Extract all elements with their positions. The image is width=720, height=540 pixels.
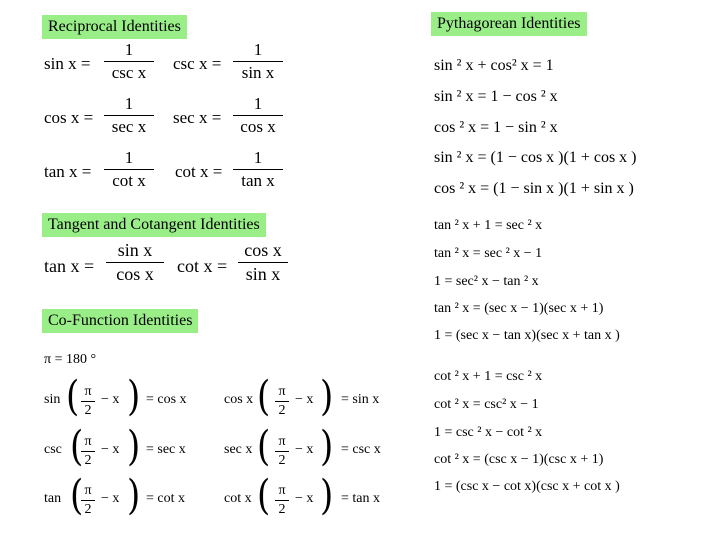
cofunction-identities-header: Co-Function Identities bbox=[42, 309, 198, 333]
tan-sec-identity: tan ² x + 1 = sec ² x bbox=[434, 218, 543, 233]
reciprocal-fraction: 1 sec x bbox=[104, 94, 154, 137]
reciprocal-identities-header: Reciprocal Identities bbox=[42, 15, 187, 39]
pythagorean-identity: sin ² x + cos² x = 1 bbox=[434, 57, 554, 74]
pythagorean-identity: cos ² x = 1 − sin ² x bbox=[434, 119, 558, 136]
reciprocal-fraction: 1 cot x bbox=[104, 148, 154, 191]
tan-sec-identity: tan ² x = (sec x − 1)(sec x + 1) bbox=[434, 301, 604, 316]
reciprocal-lhs: cos x = bbox=[44, 108, 94, 127]
reciprocal-fraction: 1 csc x bbox=[104, 40, 154, 83]
reciprocal-lhs: cot x = bbox=[175, 162, 223, 181]
pythagorean-identities-header: Pythagorean Identities bbox=[431, 12, 587, 36]
cot-csc-identity: cot ² x = csc² x − 1 bbox=[434, 397, 539, 412]
reciprocal-fraction: 1 cos x bbox=[233, 94, 283, 137]
tangent-cotangent-identities-header: Tangent and Cotangent Identities bbox=[42, 213, 266, 237]
tangent-fraction: sin x cos x bbox=[106, 240, 164, 285]
pythagorean-identity: sin ² x = 1 − cos ² x bbox=[434, 88, 558, 105]
tan-sec-identity: 1 = sec² x − tan ² x bbox=[434, 274, 539, 289]
cot-csc-identity: 1 = csc ² x − cot ² x bbox=[434, 425, 543, 440]
reciprocal-fraction: 1 tan x bbox=[233, 148, 283, 191]
reciprocal-lhs: sec x = bbox=[173, 108, 222, 127]
reciprocal-lhs: tan x = bbox=[44, 162, 92, 181]
pi-definition: π = 180 ° bbox=[44, 352, 97, 367]
pythagorean-identity: sin ² x = (1 − cos x )(1 + cos x ) bbox=[434, 149, 637, 166]
cot-csc-identity: cot ² x = (csc x − 1)(csc x + 1) bbox=[434, 452, 604, 467]
tangent-lhs: tan x = bbox=[44, 256, 95, 276]
cotangent-lhs: cot x = bbox=[177, 256, 228, 276]
pythagorean-identity: cos ² x = (1 − sin x )(1 + sin x ) bbox=[434, 180, 634, 197]
cotangent-fraction: cos x sin x bbox=[238, 240, 288, 285]
reciprocal-lhs: sin x = bbox=[44, 54, 91, 73]
tan-sec-identity: tan ² x = sec ² x − 1 bbox=[434, 246, 543, 261]
reciprocal-lhs: csc x = bbox=[173, 54, 222, 73]
cot-csc-identity: 1 = (csc x − cot x)(csc x + cot x ) bbox=[434, 479, 620, 494]
reciprocal-fraction: 1 sin x bbox=[233, 40, 283, 83]
tan-sec-identity: 1 = (sec x − tan x)(sec x + tan x ) bbox=[434, 328, 620, 343]
cot-csc-identity: cot ² x + 1 = csc ² x bbox=[434, 369, 543, 384]
